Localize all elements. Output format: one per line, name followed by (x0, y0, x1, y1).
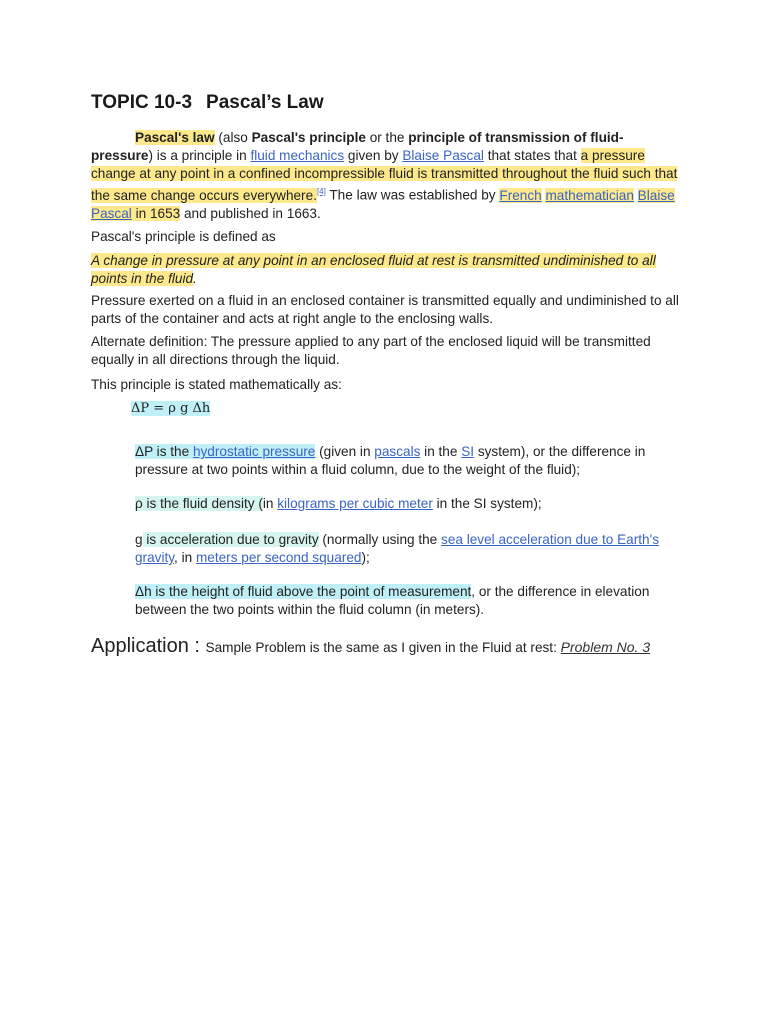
application-line (91, 637, 691, 657)
link-blaise-pascal-2[interactable]: Blaise Pascal (91, 187, 675, 221)
link-pascals[interactable]: pascals (374, 444, 421, 459)
term-g: g is acceleration due to gravity (normally using the sea level acceleration due to Earth's gravity, in meters per second squared); (135, 532, 659, 565)
intro-paragraph: Pascal's law (also Pascal's principle or the principle of transmission of fluid-pressure) is a principle in fluid mechanics given by Blaise Pascal that states that a pressure change at any point in a confined incompressible fluid is transmitted throughout the fluid such that the same change occurs everywhere.[4] The law was established by French mathematician Blaise Pascal in 1653 and published in 1663. (91, 130, 678, 221)
link-french[interactable]: French (499, 187, 542, 203)
application-text: Sample Problem is the same as I given in the Fluid at rest: (205, 640, 561, 655)
reference-link[interactable]: [4] (316, 187, 326, 196)
term-pascals-law: Pascal's law (135, 130, 215, 145)
application-label: Application : (91, 635, 206, 657)
formula-text: ΔP = ρ g Δh (131, 401, 211, 416)
problem-link[interactable]: Problem No. 3 (560, 639, 651, 655)
link-blaise-pascal[interactable]: Blaise Pascal (402, 148, 484, 163)
term-rho: ρ is the fluid density (in kilograms per cubic meter in the SI system); (135, 496, 542, 511)
link-si[interactable]: SI (461, 444, 475, 459)
highlight-law-statement: a pressure change at any point in a confined incompressible fluid is transmitted throughout the fluid such that the same change occurs everywhere. (91, 148, 678, 203)
pressure-paragraph: Pressure exerted on a fluid in an enclosed container is transmitted equally and undiminished to all parts of the container and acts at right angle to the enclosing walls. (91, 293, 679, 326)
defined-as-text: Pascal's principle is defined as (91, 229, 276, 244)
link-mathematician[interactable]: mathematician (545, 187, 634, 203)
topic-number: TOPIC 10-3 (91, 92, 193, 113)
link-hydrostatic-pressure[interactable]: hydrostatic pressure (192, 444, 316, 459)
term-transmission: principle of transmission of fluid-pressure (91, 130, 624, 163)
formula (131, 400, 676, 418)
definition-paragraph: A change in pressure at any point in an enclosed fluid at rest is transmitted undiminished to all points in the fluid. (91, 253, 656, 286)
math-intro-text: This principle is stated mathematically as: (91, 377, 342, 392)
term-pascals-principle: Pascal's principle (251, 130, 366, 145)
link-kilograms-per-cubic-meter[interactable]: kilograms per cubic meter (277, 496, 433, 511)
term-delta-h: Δh is the height of fluid above the point of measurement, or the difference in elevation between the two points within the fluid column (in meters). (135, 584, 650, 617)
alternate-definition-paragraph: Alternate definition: The pressure applied to any part of the enclosed liquid will be transmitted equally in all directions through the liquid. (91, 334, 651, 367)
link-fluid-mechanics[interactable]: fluid mechanics (250, 148, 345, 163)
link-sea-level-acceleration[interactable]: sea level acceleration due to Earth's gravity (135, 532, 659, 565)
link-meters-per-second-squared[interactable]: meters per second squared (195, 550, 362, 565)
definition-highlight: A change in pressure at any point in an enclosed fluid at rest is transmitted undiminished to all points in the fluid (91, 253, 656, 286)
year-established: in 1653 (131, 205, 181, 221)
page-title (91, 92, 324, 114)
term-delta-p: ΔP is the hydrostatic pressure (given in pascals in the SI system), or the difference in pressure at two points within a fluid column, due to the weight of the fluid); (135, 444, 646, 477)
topic-name: Pascal’s Law (206, 92, 324, 113)
